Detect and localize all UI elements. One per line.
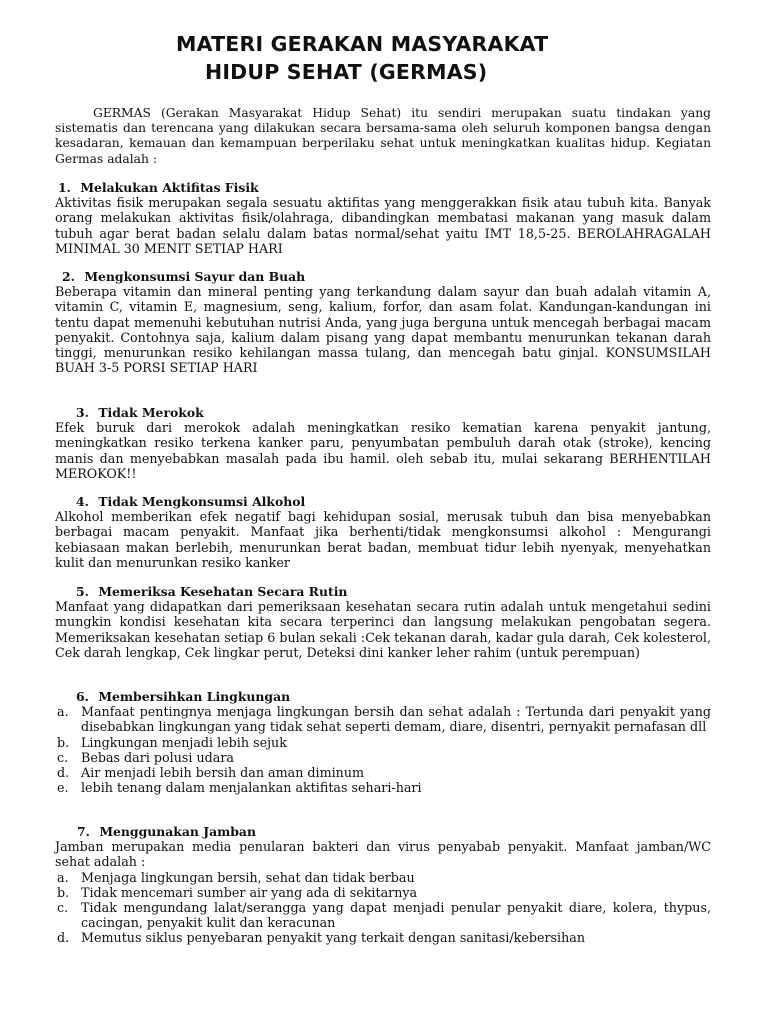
list-marker: a. (57, 704, 69, 720)
section-body: Efek buruk dari merokok adalah meningkatkan resiko kematian karena penyakit jantung, meningkatkan resiko terkena kanker paru, penyumbatan pembuluh darah otak (stroke), kencing manis dan menyebabkan masalah pada ibu hamil. oleh sebab itu, mulai sekarang BERHENTILAH MEROKOK!! (55, 420, 711, 481)
list-item (55, 885, 711, 900)
section-list (55, 870, 711, 946)
section-body: Beberapa vitamin dan mineral penting yang terkandung dalam sayur dan buah adalah vitamin A, vitamin C, vitamin E, magnesium, seng, kalium, forfor, dan asam folat. Kandungan-kandungan ini tentu dapat memenuhi kebutuhan nutrisi Anda, yang juga berguna untuk mencegah berbagai macam penyakit. Contohnya saja, kalium dalam pisang yang dapat membantu menurunkan tekanan darah tinggi, menurunkan resiko kehilangan massa tulang, dan mencegah batu ginjal. KONSUMSILAH BUAH 3-5 PORSI SETIAP HARI (55, 284, 711, 376)
section-title: Tidak Mengkonsumsi Alkohol (98, 494, 306, 509)
section-number: 2. (62, 269, 75, 284)
page-title (176, 30, 548, 86)
section-number: 3. (76, 405, 89, 420)
list-item (55, 900, 711, 930)
list-item-text: Manfaat pentingnya menjaga lingkungan bersih dan sehat adalah : Tertunda dari penyakit yang disebabkan lingkungan yang tidak sehat seperti demam, diare, disentri, pernyakit pernafasan dll (81, 704, 711, 735)
section-heading (55, 824, 711, 839)
section-heading (55, 269, 711, 284)
section-title: Memeriksa Kesehatan Secara Rutin (98, 584, 348, 599)
list-item-text: Bebas dari polusi udara (81, 749, 234, 765)
section-number: 5. (76, 584, 89, 599)
section-list (55, 704, 711, 795)
list-marker: c. (57, 900, 69, 916)
list-item (55, 765, 711, 780)
section-tidak-merokok (55, 405, 711, 481)
list-marker: d. (57, 765, 70, 781)
section-title: Menggunakan Jamban (99, 824, 256, 839)
section-bersihkan-lingkungan (55, 689, 711, 795)
list-item-text: Tidak mencemari sumber air yang ada di sekitarnya (81, 884, 418, 900)
list-item-text: lebih tenang dalam menjalankan aktifitas sehari-hari (81, 780, 422, 796)
list-item-text: Tidak mengundang lalat/serangga yang dapat menjadi penular penyakit diare, kolera, thypus, cacingan, penyakit kulit dan keracunan (81, 900, 711, 931)
list-item-text: Air menjadi lebih bersih dan aman diminum (81, 765, 365, 781)
list-marker: b. (57, 734, 70, 750)
intro-paragraph (55, 106, 711, 167)
section-number: 4. (76, 494, 89, 509)
list-item-text: Memutus siklus penyebaran penyakit yang terkait dengan sanitasi/kebersihan (81, 930, 585, 946)
section-heading (55, 689, 711, 704)
title-line-1: MATERI GERAKAN MASYARAKAT (176, 32, 549, 56)
section-number: 1. (58, 180, 71, 195)
section-cek-kesehatan (55, 584, 711, 660)
list-marker: e. (57, 780, 69, 796)
list-item (55, 750, 711, 765)
list-marker: a. (57, 869, 69, 885)
section-jamban (55, 824, 711, 946)
section-title: Membersihkan Lingkungan (98, 689, 291, 704)
list-item (55, 704, 711, 734)
list-marker: d. (57, 930, 70, 946)
section-heading (55, 584, 711, 599)
list-item (55, 735, 711, 750)
list-item (55, 870, 711, 885)
section-title: Melakukan Aktifitas Fisik (80, 180, 259, 195)
list-item (55, 780, 711, 795)
section-title: Tidak Merokok (98, 405, 204, 420)
section-body: Alkohol memberikan efek negatif bagi kehidupan sosial, merusak tubuh dan bisa menyebabkan berbagai macam penyakit. Manfaat jika berhenti/tidak mengkonsumsi alkohol : Mengurangi kebiasaan makan berlebih, menurunkan berat badan, membuat tidur lebih nyenyak, menyehatkan kulit dan menurunkan resiko kanker (55, 509, 711, 570)
section-number: 7. (77, 824, 90, 839)
section-title: Mengkonsumsi Sayur dan Buah (84, 269, 306, 284)
section-number: 6. (76, 689, 89, 704)
list-item-text: Menjaga lingkungan bersih, sehat dan tidak berbau (81, 869, 415, 885)
list-item (55, 930, 711, 945)
section-heading (55, 494, 711, 509)
section-aktifitas-fisik (55, 180, 711, 256)
list-marker: c. (57, 749, 69, 765)
list-marker: b. (57, 884, 70, 900)
section-sayur-buah (55, 269, 711, 375)
list-item-text: Lingkungan menjadi lebih sejuk (81, 734, 287, 750)
section-tidak-alkohol (55, 494, 711, 570)
section-body: Jamban merupakan media penularan bakteri dan virus penyabab penyakit. Manfaat jamban/WC sehat adalah : (55, 839, 711, 870)
title-line-2: HIDUP SEHAT (GERMAS) (205, 60, 488, 84)
intro-text: GERMAS (Gerakan Masyarakat Hidup Sehat) itu sendiri merupakan suatu tindakan yang sistematis dan terencana yang dilakukan secara bersama-sama oleh seluruh komponen bangsa dengan kesadaran, kemauan dan kemampuan berperilaku sehat untuk meningkatkan kualitas hidup. Kegiatan Germas adalah : (55, 106, 711, 166)
section-body: Aktivitas fisik merupakan segala sesuatu aktifitas yang menggerakkan fisik atau tubuh kita. Banyak orang melakukan aktivitas fisik/olahraga, dibandingkan membatasi makanan yang masuk dalam tubuh agar berat badan selalu dalam batas normal/sehat yaitu IMT 18,5-25. BEROLAHRAGALAH MINIMAL 30 MENIT SETIAP HARI (55, 195, 711, 256)
section-heading (55, 405, 711, 420)
section-body: Manfaat yang didapatkan dari pemeriksaan kesehatan secara rutin adalah untuk mengetahui sedini mungkin kondisi kesehatan kita secara terperinci dan langsung melakukan pengobatan segera. Memeriksakan kesehatan setiap 6 bulan sekali :Cek tekanan darah, kadar gula darah, Cek kolesterol, Cek darah lengkap, Cek lingkar perut, Deteksi dini kanker leher rahim (untuk perempuan) (55, 599, 711, 660)
section-heading (55, 180, 711, 195)
